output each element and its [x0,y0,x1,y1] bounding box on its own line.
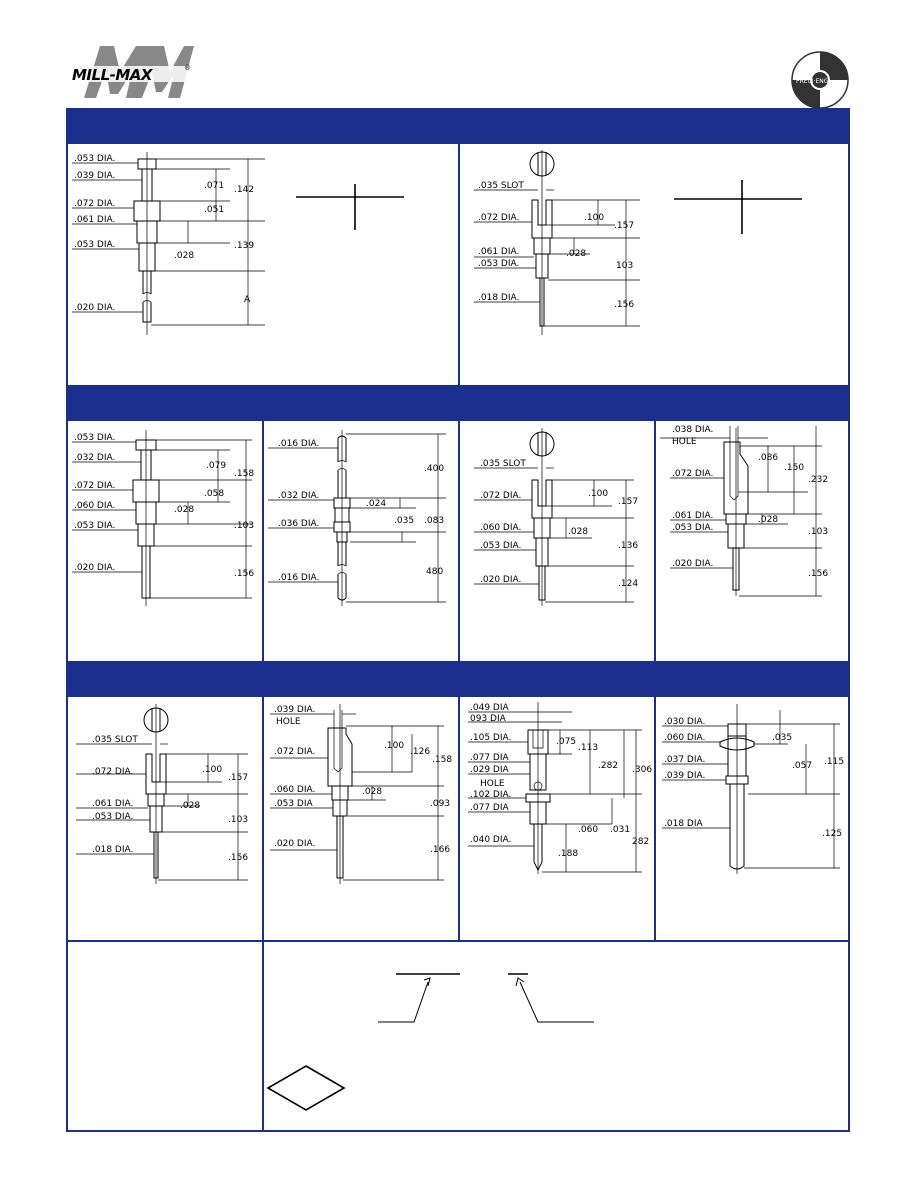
svg-text:.030 DIA.: .030 DIA. [664,717,706,727]
svg-text:.126: .126 [410,747,431,757]
svg-text:.060 DIA.: .060 DIA. [664,733,706,743]
svg-text:.020 DIA.: .020 DIA. [74,303,116,313]
svg-text:.053 DIA.: .053 DIA. [74,433,116,443]
svg-text:.053 DIA.: .053 DIA. [74,521,116,531]
svg-text:.040 DIA.: .040 DIA. [470,835,512,845]
svg-text:.113: .113 [578,743,599,753]
svg-text:®: ® [184,64,191,72]
svg-text:.020 DIA.: .020 DIA. [74,563,116,573]
svg-text:.400: .400 [424,464,445,474]
svg-text:.035 SLOT: .035 SLOT [92,735,138,745]
svg-text:.032 DIA.: .032 DIA. [74,453,116,463]
logo-text: MILL-MAX [72,66,152,84]
svg-text:.060: .060 [578,825,599,835]
pin-drawing-7 [70,702,260,934]
precision-seal [790,50,850,110]
svg-text:.028: .028 [568,527,589,537]
svg-text:.077 DIA: .077 DIA [470,803,509,813]
svg-text:.035 SLOT: .035 SLOT [478,181,524,191]
svg-text:.072 DIA.: .072 DIA. [480,491,522,501]
svg-text:.028: .028 [180,801,201,811]
svg-text:.061 DIA.: .061 DIA. [74,215,116,225]
svg-text:.053 DIA: .053 DIA [274,799,313,809]
svg-text:.020 DIA.: .020 DIA. [480,575,522,585]
svg-text:.060 DIA.: .060 DIA. [480,523,522,533]
svg-text:.036 DIA.: .036 DIA. [278,519,320,529]
svg-text:PRECI·ENG: PRECI·ENG [796,78,829,85]
svg-text:.158: .158 [234,469,255,479]
svg-text:.100: .100 [584,213,605,223]
pin-drawing-9 [462,702,652,934]
svg-text:.028: .028 [566,249,587,259]
svg-text:.306: .306 [632,765,653,775]
svg-text:.093: .093 [430,799,451,809]
svg-text:.032 DIA.: .032 DIA. [278,491,320,501]
svg-text:.139: .139 [234,241,255,251]
section-band-3 [68,661,849,697]
svg-text:.072 DIA.: .072 DIA. [672,469,714,479]
svg-text:480: 480 [426,567,444,577]
svg-text:.060 DIA.: .060 DIA. [74,501,116,511]
pin-drawing-1 [70,150,450,380]
svg-text:.100: .100 [588,489,609,499]
svg-text:.071: .071 [204,181,225,191]
svg-text:.072 DIA.: .072 DIA. [74,199,116,209]
svg-text:.166: .166 [430,845,451,855]
svg-text:.072 DIA.: .072 DIA. [74,481,116,491]
svg-text:.156: .156 [234,569,255,579]
svg-text:.083: .083 [424,516,445,526]
svg-text:.053 DIA.: .053 DIA. [478,259,520,269]
svg-text:093 DIA: 093 DIA [470,714,506,724]
svg-text:.079: .079 [206,461,227,471]
svg-text:.058: .058 [204,489,225,499]
section-band-2 [68,385,849,421]
ordering-diagram [266,950,846,1130]
svg-text:.060 DIA.: .060 DIA. [274,785,316,795]
svg-text:.020 DIA.: .020 DIA. [274,839,316,849]
svg-text:282: 282 [632,837,650,847]
svg-text:.232: .232 [808,475,829,485]
svg-text:.103: .103 [808,527,829,537]
divider-bottom [68,940,849,942]
section-band-1 [68,110,849,144]
svg-text:.016 DIA.: .016 DIA. [278,573,320,583]
svg-text:.157: .157 [618,497,639,507]
pin-drawing-5 [462,426,652,656]
svg-text:.049 DIA: .049 DIA [470,703,509,713]
svg-text:.158: .158 [432,755,453,765]
svg-text:.053 DIA.: .053 DIA. [92,812,134,822]
svg-text:.020 DIA.: .020 DIA. [672,559,714,569]
svg-text:.072 DIA.: .072 DIA. [92,767,134,777]
pin-drawing-4 [266,426,456,656]
svg-text:.051: .051 [204,205,225,215]
svg-text:.053 DIA.: .053 DIA. [672,523,714,533]
svg-text:.100: .100 [384,741,405,751]
svg-text:.115: .115 [824,757,845,767]
pin-drawing-8 [266,702,456,934]
svg-text:.061 DIA.: .061 DIA. [92,799,134,809]
svg-text:103: 103 [616,261,634,271]
svg-text:.150: .150 [784,463,805,473]
svg-text:.142: .142 [234,185,255,195]
svg-text:.018 DIA.: .018 DIA. [92,845,134,855]
svg-text:.039 DIA.: .039 DIA. [74,171,116,181]
svg-text:.061 DIA.: .061 DIA. [672,511,714,521]
svg-text:.053 DIA.: .053 DIA. [74,240,116,250]
svg-text:.031: .031 [610,825,631,835]
svg-text:.029 DIA: .029 DIA [470,765,509,775]
svg-text:.100: .100 [202,765,223,775]
svg-text:.039 DIA.: .039 DIA. [274,705,316,715]
svg-text:.053 DIA.: .053 DIA. [74,154,116,164]
svg-text:.102 DIA.: .102 DIA. [470,790,512,800]
mill-max-logo [70,42,195,100]
svg-text:.035: .035 [394,516,415,526]
svg-text:.024: .024 [366,499,387,509]
svg-text:.072 DIA.: .072 DIA. [274,747,316,757]
diamond-symbol [268,1066,344,1110]
svg-text:.018 DIA: .018 DIA [664,819,703,829]
svg-text:.075: .075 [556,737,577,747]
svg-text:.061 DIA.: .061 DIA. [478,247,520,257]
svg-text:HOLE: HOLE [672,437,697,447]
svg-text:.077 DIA: .077 DIA [470,753,509,763]
svg-text:.035: .035 [772,733,793,743]
svg-text:.039 DIA.: .039 DIA. [664,771,706,781]
svg-text:.028: .028 [174,251,195,261]
svg-text:.086: .086 [758,453,779,463]
svg-text:.103: .103 [228,815,249,825]
svg-text:HOLE: HOLE [480,779,505,789]
svg-text:.282: .282 [598,761,619,771]
svg-text:.157: .157 [614,221,635,231]
svg-text:.038 DIA.: .038 DIA. [672,425,714,435]
svg-text:.037 DIA.: .037 DIA. [664,755,706,765]
pin-drawing-2 [470,150,840,380]
svg-text:.035 SLOT: .035 SLOT [480,459,526,469]
svg-text:.156: .156 [228,853,249,863]
svg-text:.016 DIA.: .016 DIA. [278,439,320,449]
svg-text:.053 DIA.: .053 DIA. [480,541,522,551]
svg-text:.157: .157 [228,773,249,783]
pin-drawing-3 [70,426,260,656]
svg-text:.028: .028 [362,787,383,797]
svg-text:A: A [244,295,251,305]
svg-text:.103: .103 [234,521,255,531]
svg-text:.018 DIA.: .018 DIA. [478,293,520,303]
svg-text:.124: .124 [618,579,639,589]
svg-text:HOLE: HOLE [276,717,301,727]
pin-drawing-10 [658,702,848,934]
svg-text:.057: .057 [792,761,813,771]
pin-drawing-6 [658,426,848,656]
svg-text:.072 DIA.: .072 DIA. [478,213,520,223]
svg-text:.156: .156 [614,300,635,310]
svg-text:.136: .136 [618,541,639,551]
svg-text:.125: .125 [822,829,843,839]
svg-text:.188: .188 [558,849,579,859]
svg-text:.028: .028 [758,515,779,525]
svg-text:.105 DIA.: .105 DIA. [470,733,512,743]
svg-text:.156: .156 [808,569,829,579]
svg-text:.028: .028 [174,505,195,515]
